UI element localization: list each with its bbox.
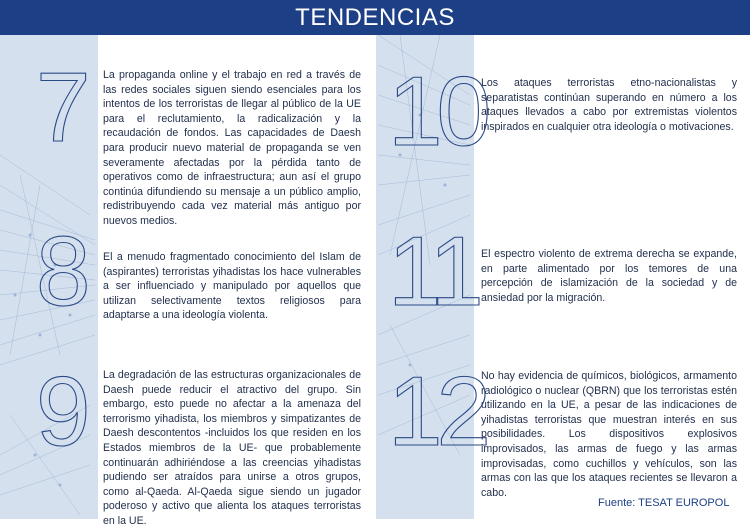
item-text-10: Los ataques terroristas etno-nacionalistas y separatistas continúan superando en número a los ataques llevados a cabo por extremistas violentos inspirados en cualquier otra ideología o motivaciones. — [481, 77, 737, 133]
source-credit: Fuente: TESAT EUROPOL — [598, 497, 730, 509]
item-number-8: 8 — [36, 216, 85, 326]
item-text-11: El espectro violento de extrema derecha se expande, en parte alimentado por los temores de una percepción de islamización de la sociedad y de ansiedad por la migración. — [481, 248, 737, 304]
item-text-7: La propaganda online y el trabajo en red a través de las redes sociales siguen siendo esenciales para los intentos de los terroristas de llegar al público de la UE para el reclutamiento, la radicalización y la recaudación de fondos. Las capacidades de Daesh para producir nuevo material de propaganda se ven severamente afectadas por la pérdida tanto de operativos como de infraestructura; aun así el grupo continúa difundiendo su mensaje a un público amplio, redistribuyendo cada vez material más antiguo por nuevos medios. — [103, 69, 361, 227]
header-bar — [0, 0, 750, 35]
item-number-7: 7 — [36, 52, 85, 162]
item-number-11: 11 — [388, 216, 478, 326]
item-number-12: 12 — [388, 356, 486, 466]
item-text-12: No hay evidencia de químicos, biológicos, armamento radiológico o nuclear (QBRN) que los terroristas estén utilizando en la UE, a pesar de las indicaciones de yihadistas terroristas que muestran interés en sus posibilidades. Los dispositivos explosivos improvisados, las armas de fuego y las armas improvisadas, como cuchillos y vehículos, son las armas con las que los ataques recientes se llevaron a cabo. — [481, 370, 737, 499]
item-text-9: La degradación de las estructuras organizacionales de Daesh puede reducir el atractivo del grupo. Sin embargo, esto puede no afectar a la amenaza del terrorismo yihadista, los miembros y simpatizantes de Daesh descontentos -incluidos los que residen en los Estados miembros de la UE- que probablemente continuarán adhiriéndose a las creencias yihadistas pudiendo ser atraídos para unirse a otros grupos, como al-Qaeda. Al-Qaeda sigue siendo un jugador poderoso y activo que alienta los ataques terroristas en la UE. — [103, 369, 361, 527]
item-number-9: 9 — [36, 356, 85, 466]
page-title: TENDENCIAS — [295, 4, 455, 31]
item-number-10: 10 — [388, 56, 486, 166]
item-text-8: El a menudo fragmentado conocimiento del Islam de (aspirantes) terroristas yihadistas los hace vulnerables a ser influenciado y manipulado por aquellos que utilizan selectivamente textos religiosos para adaptarse a una ideología violenta. — [103, 251, 361, 322]
